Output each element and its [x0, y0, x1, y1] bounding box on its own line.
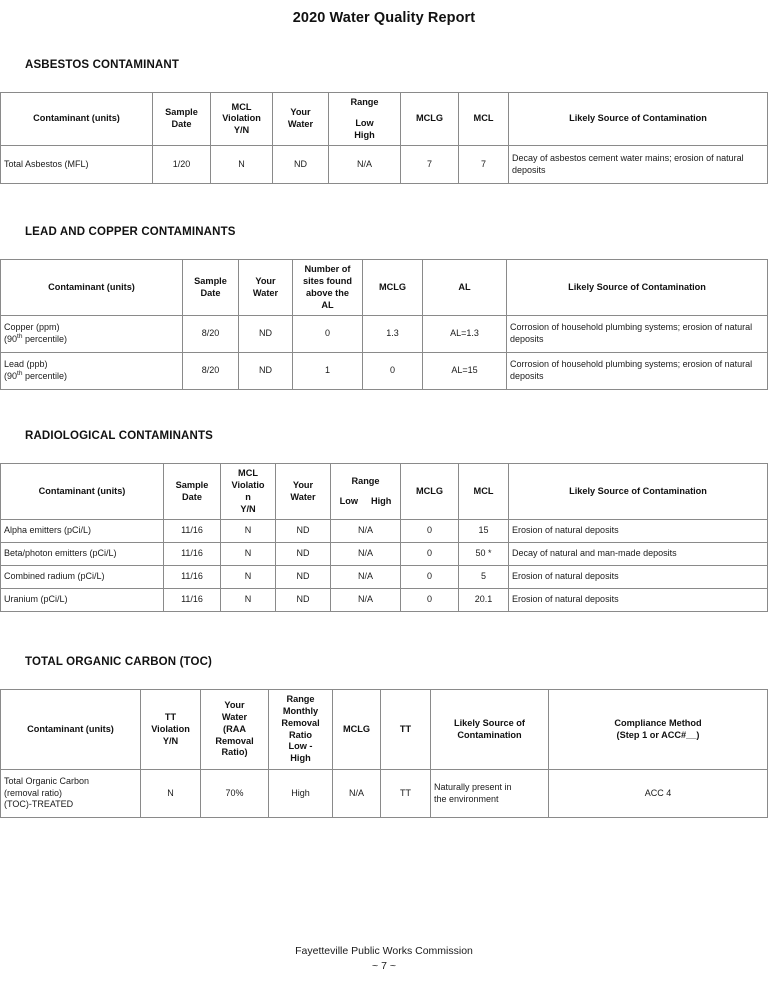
- cell-mcl-violation: N: [221, 543, 276, 566]
- col-contaminant: Contaminant (units): [1, 260, 183, 316]
- col-compliance-method: Compliance Method (Step 1 or ACC#__): [549, 690, 768, 770]
- cell-mclg: 0: [401, 520, 459, 543]
- table-lead-copper-contaminants: [0, 259, 768, 390]
- col-sites-above-al: Number of sites found above the AL: [293, 260, 363, 316]
- section-heading-lead-copper: LEAD AND COPPER CONTAMINANTS: [25, 226, 236, 239]
- table-row: [1, 566, 768, 589]
- col-likely-source: Likely Source of Contamination: [507, 260, 768, 316]
- cell-tt: TT: [381, 770, 431, 818]
- col-contaminant: Contaminant (units): [1, 464, 164, 520]
- col-range-monthly-removal-ratio: Range Monthly Removal Ratio Low - High: [269, 690, 333, 770]
- cell-likely-source: Erosion of natural deposits: [509, 520, 768, 543]
- col-mcl-violation: MCL Violatio n Y/N: [221, 464, 276, 520]
- cell-mcl: 7: [459, 146, 509, 184]
- cell-range: N/A: [331, 543, 401, 566]
- cell-range: N/A: [331, 566, 401, 589]
- cell-sample-date: 1/20: [153, 146, 211, 184]
- cell-mcl: 20.1: [459, 589, 509, 612]
- cell-range: N/A: [329, 146, 401, 184]
- cell-sample-date: 11/16: [164, 566, 221, 589]
- cell-mclg: 0: [401, 589, 459, 612]
- cell-sites-above-al: 1: [293, 353, 363, 390]
- table-radiological-contaminants: [0, 463, 768, 612]
- section-heading-asbestos: ASBESTOS CONTAMINANT: [25, 59, 179, 71]
- col-mclg: MCLG: [401, 464, 459, 520]
- col-likely-source: Likely Source of Contamination: [509, 464, 768, 520]
- cell-contaminant: Total Asbestos (MFL): [1, 146, 153, 184]
- cell-contaminant: Uranium (pCi/L): [1, 589, 164, 612]
- col-your-water: Your Water (RAA Removal Ratio): [201, 690, 269, 770]
- cell-mclg: 0: [401, 566, 459, 589]
- cell-mcl-violation: N: [221, 520, 276, 543]
- col-your-water: Your Water: [276, 464, 331, 520]
- cell-sample-date: 11/16: [164, 589, 221, 612]
- col-range: Range Low High: [329, 93, 401, 146]
- col-sample-date: Sample Date: [153, 93, 211, 146]
- cell-likely-source: Corrosion of household plumbing systems; erosion of natural deposits: [507, 316, 768, 353]
- table-row: [1, 543, 768, 566]
- section-heading-total-organic-carbon: TOTAL ORGANIC CARBON (TOC): [25, 656, 213, 669]
- range-spacer: [331, 109, 398, 118]
- table-row: [1, 353, 768, 390]
- cell-range: N/A: [331, 589, 401, 612]
- table-row: [1, 589, 768, 612]
- cell-mclg: 7: [401, 146, 459, 184]
- cell-range: N/A: [331, 520, 401, 543]
- cell-sites-above-al: 0: [293, 316, 363, 353]
- cell-compliance-method: ACC 4: [549, 770, 768, 818]
- section-heading-radiological: RADIOLOGICAL CONTAMINANTS: [25, 430, 213, 443]
- col-al: AL: [423, 260, 507, 316]
- col-your-water: Your Water: [239, 260, 293, 316]
- table-row: [1, 520, 768, 543]
- page-footer: [0, 944, 768, 974]
- cell-contaminant: Copper (ppm) (90th percentile): [1, 316, 183, 353]
- col-likely-source: Likely Source of Contamination: [431, 690, 549, 770]
- cell-contaminant: Beta/photon emitters (pCi/L): [1, 543, 164, 566]
- cell-your-water: ND: [276, 543, 331, 566]
- cell-mcl-violation: N: [211, 146, 273, 184]
- col-tt: TT: [381, 690, 431, 770]
- cell-contaminant: Total Organic Carbon (removal ratio) (TOC)-TREATED: [1, 770, 141, 818]
- table-row: [1, 316, 768, 353]
- col-sample-date: Sample Date: [183, 260, 239, 316]
- cell-your-water: ND: [276, 566, 331, 589]
- col-likely-source: Likely Source of Contamination: [509, 93, 768, 146]
- cell-likely-source: Naturally present in the environment: [431, 770, 549, 818]
- cell-contaminant: Combined radium (pCi/L): [1, 566, 164, 589]
- table-row: [1, 146, 768, 184]
- cell-al: AL=15: [423, 353, 507, 390]
- col-mcl-violation: MCL Violation Y/N: [211, 93, 273, 146]
- cell-likely-source: Erosion of natural deposits: [509, 566, 768, 589]
- cell-likely-source: Decay of asbestos cement water mains; erosion of natural deposits: [509, 146, 768, 184]
- col-sample-date: Sample Date: [164, 464, 221, 520]
- cell-sample-date: 11/16: [164, 543, 221, 566]
- col-range: Range Low High: [331, 464, 401, 520]
- cell-mcl-violation: N: [221, 589, 276, 612]
- cell-your-water: ND: [239, 316, 293, 353]
- table-header-row: [1, 93, 768, 146]
- page-title: 2020 Water Quality Report: [292, 10, 476, 26]
- cell-likely-source: Decay of natural and man-made deposits: [509, 543, 768, 566]
- table-header-row: [1, 464, 768, 520]
- cell-likely-source: Erosion of natural deposits: [509, 589, 768, 612]
- col-mclg: MCLG: [401, 93, 459, 146]
- cell-your-water: ND: [273, 146, 329, 184]
- cell-contaminant: Alpha emitters (pCi/L): [1, 520, 164, 543]
- cell-your-water: ND: [239, 353, 293, 390]
- cell-likely-source: Corrosion of household plumbing systems; erosion of natural deposits: [507, 353, 768, 390]
- col-your-water: Your Water: [273, 93, 329, 146]
- cell-mcl-violation: N: [221, 566, 276, 589]
- cell-mclg: 1.3: [363, 316, 423, 353]
- table-header-row: [1, 690, 768, 770]
- cell-mcl: 15: [459, 520, 509, 543]
- cell-al: AL=1.3: [423, 316, 507, 353]
- cell-mclg: 0: [401, 543, 459, 566]
- cell-mcl: 5: [459, 566, 509, 589]
- cell-sample-date: 8/20: [183, 353, 239, 390]
- cell-sample-date: 8/20: [183, 316, 239, 353]
- col-contaminant: Contaminant (units): [1, 690, 141, 770]
- cell-contaminant: Lead (ppb) (90th percentile): [1, 353, 183, 390]
- cell-range: High: [269, 770, 333, 818]
- range-spacer: [333, 487, 398, 496]
- cell-your-water: ND: [276, 520, 331, 543]
- cell-mclg: 0: [363, 353, 423, 390]
- cell-mcl: 50 *: [459, 543, 509, 566]
- footer-organization: Fayetteville Public Works Commission: [295, 944, 473, 957]
- col-mcl: MCL: [459, 464, 509, 520]
- cell-your-water: ND: [276, 589, 331, 612]
- col-contaminant: Contaminant (units): [1, 93, 153, 146]
- table-header-row: [1, 260, 768, 316]
- cell-tt-violation: N: [141, 770, 201, 818]
- cell-sample-date: 11/16: [164, 520, 221, 543]
- cell-mclg: N/A: [333, 770, 381, 818]
- table-total-organic-carbon: [0, 689, 768, 818]
- col-mclg: MCLG: [363, 260, 423, 316]
- cell-your-water: 70%: [201, 770, 269, 818]
- table-asbestos-contaminant: [0, 92, 768, 184]
- footer-page-marker: ~ 7 ~: [372, 959, 396, 972]
- col-mclg: MCLG: [333, 690, 381, 770]
- table-row: [1, 770, 768, 818]
- col-tt-violation: TT Violation Y/N: [141, 690, 201, 770]
- col-mcl: MCL: [459, 93, 509, 146]
